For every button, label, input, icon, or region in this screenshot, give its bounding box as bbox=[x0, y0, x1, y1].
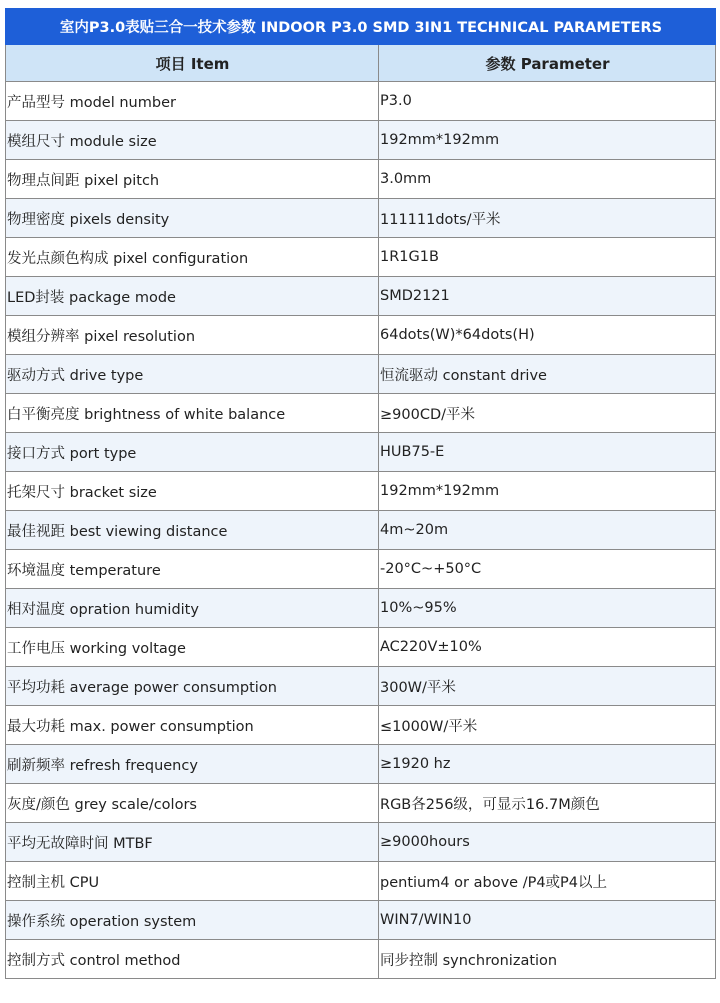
row-item: 平均无故障时间 MTBF bbox=[6, 823, 379, 862]
table-row bbox=[6, 160, 716, 199]
table-row bbox=[6, 667, 716, 706]
table-row bbox=[6, 82, 716, 121]
table-row bbox=[6, 199, 716, 238]
row-value: 1R1G1B bbox=[379, 238, 716, 277]
row-item: 环境温度 temperature bbox=[6, 550, 379, 589]
row-value: 同步控制 synchronization bbox=[379, 940, 716, 979]
row-item: 灰度/颜色 grey scale/colors bbox=[6, 784, 379, 823]
spec-sheet bbox=[5, 8, 715, 979]
row-value: ≤1000W/平米 bbox=[379, 706, 716, 745]
parameters-table bbox=[5, 8, 716, 979]
row-item: 白平衡亮度 brightness of white balance bbox=[6, 394, 379, 433]
row-item: 控制方式 control method bbox=[6, 940, 379, 979]
row-item: 操作系统 operation system bbox=[6, 901, 379, 940]
row-item: 托架尺寸 bracket size bbox=[6, 472, 379, 511]
row-item: 模组分辨率 pixel resolution bbox=[6, 316, 379, 355]
row-item: 接口方式 port type bbox=[6, 433, 379, 472]
table-row bbox=[6, 784, 716, 823]
row-value: 4m~20m bbox=[379, 511, 716, 550]
table-row bbox=[6, 472, 716, 511]
table-row bbox=[6, 706, 716, 745]
table-row bbox=[6, 316, 716, 355]
row-item: 物理密度 pixels density bbox=[6, 199, 379, 238]
row-value: 恒流驱动 constant drive bbox=[379, 355, 716, 394]
row-item: LED封装 package mode bbox=[6, 277, 379, 316]
table-row bbox=[6, 901, 716, 940]
row-value: 192mm*192mm bbox=[379, 121, 716, 160]
table-row bbox=[6, 628, 716, 667]
table-row bbox=[6, 862, 716, 901]
row-value: 300W/平米 bbox=[379, 667, 716, 706]
row-item: 最佳视距 best viewing distance bbox=[6, 511, 379, 550]
row-value: 64dots(W)*64dots(H) bbox=[379, 316, 716, 355]
table-row bbox=[6, 511, 716, 550]
header-item: 项目 Item bbox=[6, 45, 379, 82]
row-value: 192mm*192mm bbox=[379, 472, 716, 511]
table-row bbox=[6, 745, 716, 784]
row-item: 驱动方式 drive type bbox=[6, 355, 379, 394]
table-header-row bbox=[6, 45, 716, 82]
row-value: ≥900CD/平米 bbox=[379, 394, 716, 433]
table-row bbox=[6, 550, 716, 589]
row-value: SMD2121 bbox=[379, 277, 716, 316]
row-value: 111111dots/平米 bbox=[379, 199, 716, 238]
row-item: 工作电压 working voltage bbox=[6, 628, 379, 667]
row-value: ≥1920 hz bbox=[379, 745, 716, 784]
row-item: 模组尺寸 module size bbox=[6, 121, 379, 160]
row-item: 控制主机 CPU bbox=[6, 862, 379, 901]
table-row bbox=[6, 394, 716, 433]
row-item: 平均功耗 average power consumption bbox=[6, 667, 379, 706]
row-value: RGB各256级，可显示16.7M颜色 bbox=[379, 784, 716, 823]
row-value: -20°C~+50°C bbox=[379, 550, 716, 589]
row-item: 物理点间距 pixel pitch bbox=[6, 160, 379, 199]
row-value: P3.0 bbox=[379, 82, 716, 121]
table-title-row bbox=[6, 9, 716, 45]
table-row bbox=[6, 277, 716, 316]
table-row bbox=[6, 355, 716, 394]
table-row bbox=[6, 433, 716, 472]
table-row bbox=[6, 589, 716, 628]
row-value: AC220V±10% bbox=[379, 628, 716, 667]
row-item: 最大功耗 max. power consumption bbox=[6, 706, 379, 745]
row-value: HUB75-E bbox=[379, 433, 716, 472]
table-row bbox=[6, 940, 716, 979]
header-parameter: 参数 Parameter bbox=[379, 45, 716, 82]
row-value: pentium4 or above /P4或P4以上 bbox=[379, 862, 716, 901]
table-row bbox=[6, 823, 716, 862]
row-item: 相对温度 opration humidity bbox=[6, 589, 379, 628]
row-item: 刷新频率 refresh frequency bbox=[6, 745, 379, 784]
table-row bbox=[6, 121, 716, 160]
row-value: 3.0mm bbox=[379, 160, 716, 199]
table-title: 室内P3.0表贴三合一技术参数 INDOOR P3.0 SMD 3IN1 TECHNICAL PARAMETERS bbox=[6, 9, 716, 45]
row-item: 产品型号 model number bbox=[6, 82, 379, 121]
row-value: 10%~95% bbox=[379, 589, 716, 628]
row-item: 发光点颜色构成 pixel configuration bbox=[6, 238, 379, 277]
row-value: WIN7/WIN10 bbox=[379, 901, 716, 940]
row-value: ≥9000hours bbox=[379, 823, 716, 862]
table-row bbox=[6, 238, 716, 277]
